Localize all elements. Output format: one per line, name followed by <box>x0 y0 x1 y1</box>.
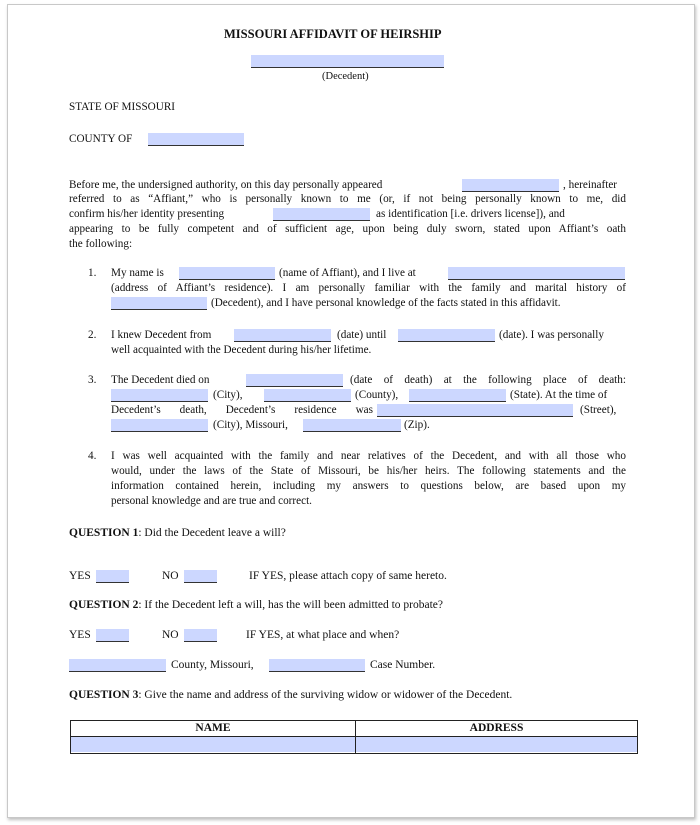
item-4-line-2: would, under the laws of the State of Missouri, be his/her heirs. The following statements and the <box>111 465 626 477</box>
q2-yes-label: YES <box>69 629 91 641</box>
q1-note: IF YES, please attach copy of same hereto. <box>249 570 447 582</box>
intro-line-5: the following: <box>69 238 133 250</box>
item-1-number: 1. <box>88 267 97 279</box>
item-2-number: 2. <box>88 329 97 341</box>
item-2-line-2: well acquainted with the Decedent during his/her lifetime. <box>111 344 372 356</box>
widow-name-field[interactable] <box>71 737 355 752</box>
knew-from-date-field[interactable] <box>234 329 331 342</box>
case-number-field[interactable] <box>269 659 365 672</box>
intro-line-3a: confirm his/her identity presenting <box>69 208 225 220</box>
item-3-city-missouri: (City), Missouri, <box>213 419 288 431</box>
q1-yes-field[interactable] <box>96 570 129 583</box>
item-1-a: My name is <box>111 267 164 279</box>
question-3 <box>69 689 512 701</box>
item-3-a: The Decedent died on <box>111 374 210 386</box>
q2-no-label: NO <box>162 629 179 641</box>
item-3-city: (City), <box>213 389 243 401</box>
state-line: STATE OF MISSOURI <box>69 101 176 113</box>
item-2-c: (date). I was personally <box>499 329 604 341</box>
question-1 <box>69 527 286 539</box>
table-header-name: NAME <box>195 722 231 734</box>
question-2 <box>69 599 443 611</box>
question-3-text: : Give the name and address of the surviving widow or widower of the Decedent. <box>138 689 513 701</box>
item-4-line-1: I was well acquainted with the family and near relatives of the Decedent, and with all those who <box>111 450 626 462</box>
item-3-number: 3. <box>88 374 97 386</box>
knew-until-date-field[interactable] <box>398 329 495 342</box>
decedent-caption: (Decedent) <box>322 71 369 82</box>
item-1-line-2: (address of Affiant’s residence). I am personally familiar with the family and marital history of <box>111 282 626 294</box>
death-county-field[interactable] <box>264 389 351 402</box>
item-3-street: (Street), <box>580 404 617 416</box>
intro-line-1a: Before me, the undersigned authority, on this day personally appeared <box>69 179 383 191</box>
question-1-label: QUESTION 1 <box>69 527 139 539</box>
death-city-field[interactable] <box>111 389 208 402</box>
affiant-appeared-field[interactable] <box>462 179 559 192</box>
question-1-text: : Did the Decedent leave a will? <box>138 527 286 539</box>
decedent-field-1[interactable] <box>111 297 207 310</box>
date-of-death-field[interactable] <box>246 374 343 387</box>
item-1-line-3: (Decedent), and I have personal knowledge of the facts stated in this affidavit. <box>211 297 561 309</box>
intro-line-2: referred to as “Affiant,” who is personally known to me (or, if not being personally known to me, did <box>69 193 626 205</box>
county-field[interactable] <box>148 133 244 146</box>
widow-table <box>70 720 638 754</box>
document-title: MISSOURI AFFIDAVIT OF HEIRSHIP <box>224 27 442 41</box>
item-4-line-4: personal knowledge and are true and correct. <box>111 495 312 507</box>
table-header-address: ADDRESS <box>469 722 524 734</box>
residence-city-field[interactable] <box>111 419 208 432</box>
q2-no-field[interactable] <box>184 629 217 642</box>
item-4-line-3: information contained herein, including my answers to questions below, are based upon my <box>111 480 626 492</box>
q1-no-label: NO <box>162 570 179 582</box>
residence-street-field[interactable] <box>377 404 573 417</box>
intro-line-3b: as identification [i.e. drivers license]), and <box>376 208 565 220</box>
widow-address-field[interactable] <box>356 737 637 752</box>
q2-yes-field[interactable] <box>96 629 129 642</box>
q1-no-field[interactable] <box>184 570 217 583</box>
intro-line-1b: , hereinafter <box>563 179 618 191</box>
question-2-text: : If the Decedent left a will, has the will been admitted to probate? <box>138 599 443 611</box>
item-2-a: I knew Decedent from <box>111 329 212 341</box>
county-label: COUNTY OF <box>69 133 133 145</box>
identification-field[interactable] <box>273 208 370 221</box>
decedent-name-field[interactable] <box>251 55 444 68</box>
item-3-state: (State). At the time of <box>510 389 608 401</box>
question-3-label: QUESTION 3 <box>69 689 139 701</box>
question-2-label: QUESTION 2 <box>69 599 139 611</box>
q2-note: IF YES, at what place and when? <box>246 629 400 641</box>
item-2-b: (date) until <box>337 329 387 341</box>
residence-zip-field[interactable] <box>303 419 401 432</box>
affidavit-page <box>7 4 695 818</box>
item-1-b: (name of Affiant), and I live at <box>279 267 416 279</box>
item-3-line-3: Decedent’s death, Decedent’s residence was <box>111 404 373 416</box>
q2-county-missouri: County, Missouri, <box>171 659 254 671</box>
intro-line-4: appearing to be fully competent and of sufficient age, upon being duly sworn, stated upon Affiant’s oath <box>69 223 626 235</box>
item-4-number: 4. <box>88 450 97 462</box>
affiant-name-field[interactable] <box>179 267 275 280</box>
probate-county-field[interactable] <box>69 659 166 672</box>
item-3-county: (County), <box>355 389 399 401</box>
affiant-address-field[interactable] <box>448 267 625 280</box>
item-3-zip: (Zip). <box>404 419 430 431</box>
q1-yes-label: YES <box>69 570 91 582</box>
q2-case-number: Case Number. <box>370 659 436 671</box>
item-3-b: (date of death) at the following place of death: <box>350 374 626 386</box>
death-state-field[interactable] <box>409 389 506 402</box>
